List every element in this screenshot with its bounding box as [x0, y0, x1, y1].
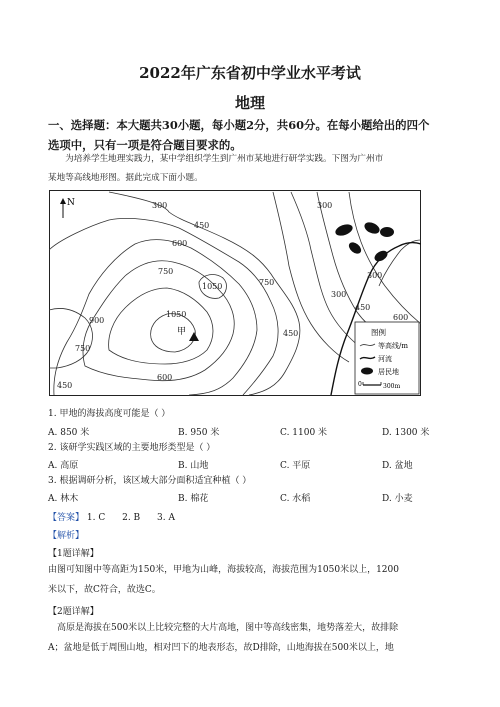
contour-label: 300 [317, 201, 333, 210]
subject-title: 地理 [234, 94, 265, 112]
exam-title: 2022年广东省初中学业水平考试 [139, 64, 361, 82]
q2-option-b[interactable]: B. 山地 [178, 461, 209, 471]
q2-option-c[interactable]: C. 平原 [280, 461, 311, 471]
q1-option-d[interactable]: D. 1300 米 [382, 428, 430, 438]
question-2-stem: 2. 该研学实践区域的主要地形类型是（ ） [48, 443, 216, 453]
q1-option-b[interactable]: B. 950 米 [178, 428, 220, 438]
settlement-mark [380, 227, 394, 237]
intro-line2: 某地等高线地形图。据此完成下面小题。 [48, 173, 203, 183]
contour-label: 600 [393, 313, 409, 322]
contour-label: 450 [283, 329, 299, 338]
jia-label: 甲 [177, 327, 187, 337]
q2-analysis-label: 【2题详解】 [48, 607, 99, 617]
contour-label: 900 [89, 316, 105, 325]
q1-option-a[interactable]: A. 850 米 [48, 428, 90, 438]
contour-label: 450 [194, 221, 210, 230]
section-heading-line1: 一、选择题：本大题共30小题，每小题2分，共60分。在每小题给出的四个 [48, 118, 430, 132]
q1-analysis-label: 【1题详解】 [48, 549, 99, 559]
legend-river-label: 河流 [378, 355, 392, 363]
legend-scale-label: 300m [383, 383, 401, 390]
q1-analysis-line2: 米以下，故C符合，故选C。 [48, 585, 161, 595]
legend-settlement-label: 居民地 [378, 368, 399, 376]
legend-contour-label: 等高线/m [378, 342, 408, 350]
intro-line1: 为培养学生地理实践力，某中学组织学生到广州市某地进行研学实践。下图为广州市 [65, 154, 384, 164]
q2-option-d[interactable]: D. 盆地 [382, 461, 413, 471]
section-heading-line2: 选项中，只有一项是符合题目要求的。 [48, 138, 242, 152]
q3-option-d[interactable]: D. 小麦 [382, 494, 413, 504]
q1-analysis-line1: 由图可知图中等高距为150米，甲地为山峰，海拔较高，海拔范围为1050米以上，1200 [48, 565, 399, 575]
map-legend [355, 322, 419, 394]
contour-label: 300 [152, 201, 168, 210]
contour-label: 1050 [202, 282, 223, 291]
answer-row [48, 510, 175, 523]
answer-2: 2. B [122, 513, 141, 523]
question-1-stem: 1. 甲地的海拔高度可能是（ ） [48, 409, 171, 419]
q1-option-c[interactable]: C. 1100 米 [280, 428, 328, 438]
legend-settlement-icon [361, 368, 373, 375]
contour-label: 750 [75, 344, 91, 353]
contour-label: 600 [172, 239, 188, 248]
contour-label: 750 [259, 278, 275, 287]
q3-option-c[interactable]: C. 水稻 [280, 494, 311, 504]
north-label: N [67, 198, 75, 208]
contour-label: 300 [331, 290, 347, 299]
q3-option-b[interactable]: B. 棉花 [178, 494, 209, 504]
answer-3: 3. A [157, 513, 175, 523]
legend-scale-zero: 0 [358, 381, 362, 388]
answer-1: 1. C [86, 513, 106, 523]
q2-analysis-line2: A；盆地是低于周围山地，相对凹下的地表形态，故D排除，山地海拔在500米以上，地 [48, 643, 394, 653]
legend-title: 图例 [371, 328, 386, 337]
contour-label: 1050 [166, 310, 187, 319]
contour-label: 450 [57, 381, 73, 390]
answer-label: 【答案】 [48, 513, 85, 523]
q3-option-a[interactable]: A. 林木 [48, 494, 79, 504]
contour-label: 300 [367, 271, 383, 280]
q2-option-a[interactable]: A. 高原 [48, 461, 79, 471]
question-3-stem: 3. 根据调研分析，该区域大部分面积适宜种植（ ） [48, 476, 252, 486]
contour-label: 600 [157, 373, 173, 382]
contour-map [49, 190, 421, 396]
q2-analysis-line1: 高原是海拔在500米以上比较完整的大片高地，图中等高线密集，地势落差大，故排除 [57, 623, 399, 633]
contour-label: 450 [355, 303, 371, 312]
analysis-label: 【解析】 [48, 531, 85, 541]
contour-label: 750 [158, 267, 174, 276]
